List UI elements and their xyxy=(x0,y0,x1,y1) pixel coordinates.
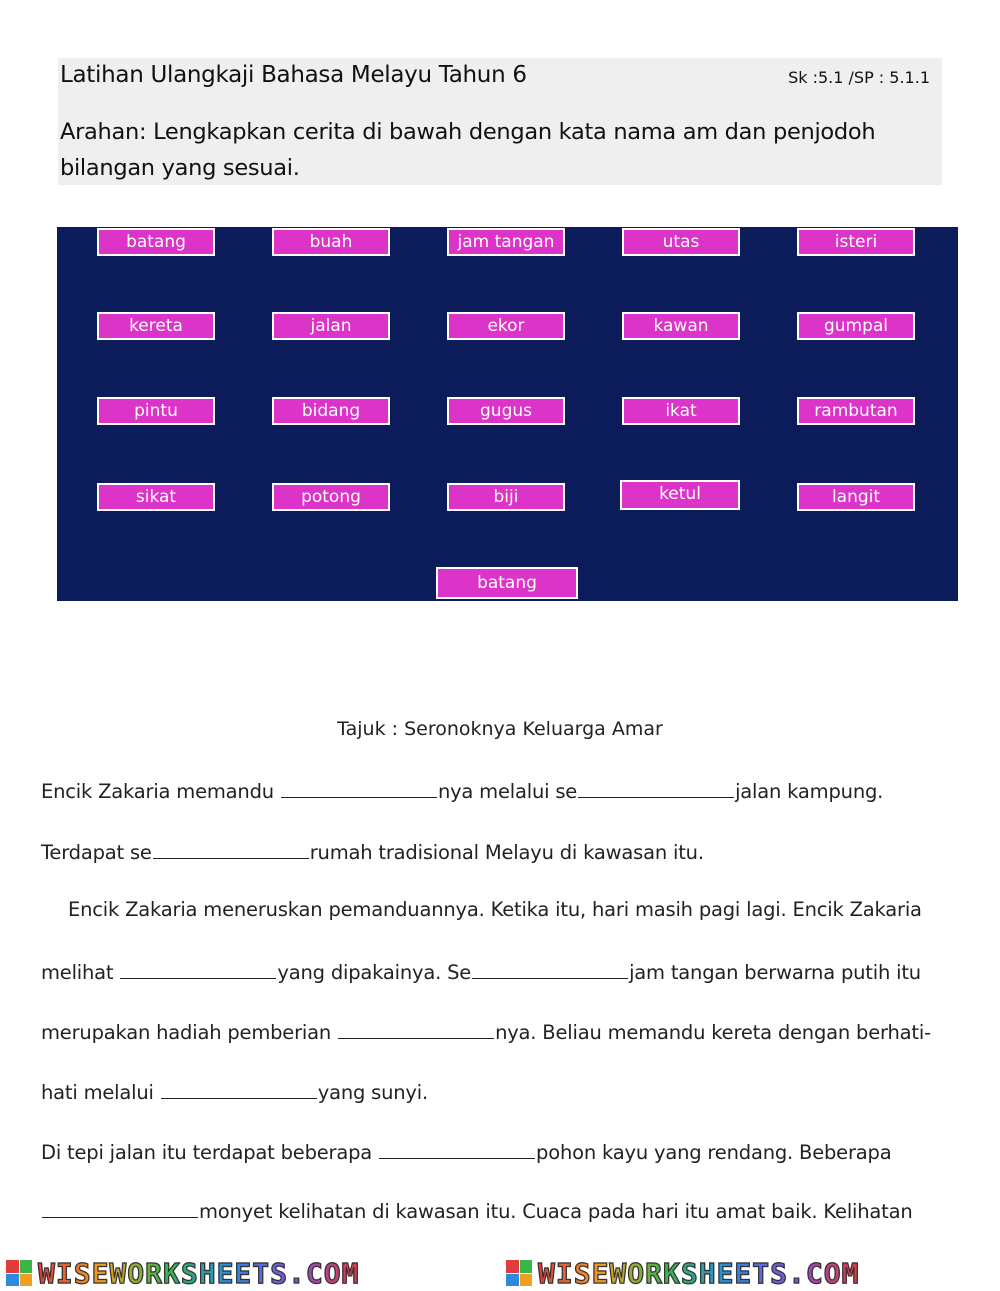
page-title: Latihan Ulangkaji Bahasa Melayu Tahun 6 xyxy=(60,62,527,88)
word-chip-ekor[interactable]: ekor xyxy=(447,312,565,340)
story-text: merupakan hadiah pemberian xyxy=(41,1021,338,1044)
blank-drop-zone[interactable] xyxy=(578,777,734,798)
story-line-3 xyxy=(68,898,922,921)
blank-drop-zone[interactable] xyxy=(379,1138,535,1159)
story-text: Terdapat se xyxy=(41,841,152,864)
watermark-footer xyxy=(0,1255,1000,1291)
story-text: melihat xyxy=(41,961,120,984)
story-text: rumah tradisional Melayu di kawasan itu. xyxy=(309,841,704,864)
story-line-8 xyxy=(41,1197,913,1223)
story-text: monyet kelihatan di kawasan itu. Cuaca pada hari itu amat baik. Kelihatan xyxy=(199,1200,913,1223)
word-chip-pintu[interactable]: pintu xyxy=(97,397,215,425)
story-text: jalan kampung. xyxy=(735,780,884,803)
story-text: Di tepi jalan itu terdapat beberapa xyxy=(41,1141,379,1164)
story-text: nya. Beliau memandu kereta dengan berhati- xyxy=(495,1021,931,1044)
word-chip-sikat[interactable]: sikat xyxy=(97,483,215,511)
word-chip-buah[interactable]: buah xyxy=(272,228,390,256)
word-chip-biji[interactable]: biji xyxy=(447,483,565,511)
blank-drop-zone[interactable] xyxy=(120,958,276,979)
word-chip-langit[interactable]: langit xyxy=(797,483,915,511)
story-line-7 xyxy=(41,1138,891,1164)
word-chip-utas[interactable]: utas xyxy=(622,228,740,256)
story-text: jam tangan berwarna putih itu xyxy=(629,961,921,984)
word-chip-bidang[interactable]: bidang xyxy=(272,397,390,425)
story-text: Encik Zakaria meneruskan pemanduannya. Ketika itu, hari masih pagi lagi. Encik Zakaria xyxy=(68,898,922,921)
word-chip-gumpal[interactable]: gumpal xyxy=(797,312,915,340)
blank-drop-zone[interactable] xyxy=(161,1078,317,1099)
wiseworksheets-logo-icon xyxy=(506,1260,532,1286)
word-chip-ketul[interactable]: ketul xyxy=(620,480,740,510)
blank-drop-zone[interactable] xyxy=(153,838,309,859)
word-chip-gugus[interactable]: gugus xyxy=(447,397,565,425)
word-chip-jalan[interactable]: jalan xyxy=(272,312,390,340)
watermark-block xyxy=(0,1257,500,1290)
word-chip-kawan[interactable]: kawan xyxy=(622,312,740,340)
story-text: pohon kayu yang rendang. Beberapa xyxy=(536,1141,892,1164)
word-chip-isteri[interactable]: isteri xyxy=(797,228,915,256)
story-line-2 xyxy=(41,838,704,864)
story-title: Tajuk : Seronoknya Keluarga Amar xyxy=(337,718,663,740)
wiseworksheets-logo-icon xyxy=(6,1260,32,1286)
blank-drop-zone[interactable] xyxy=(42,1197,198,1218)
blank-drop-zone[interactable] xyxy=(338,1018,494,1039)
word-chip-kereta[interactable]: kereta xyxy=(97,312,215,340)
story-text: yang dipakainya. Se xyxy=(277,961,472,984)
story-text: nya melalui se xyxy=(437,780,578,803)
blank-drop-zone[interactable] xyxy=(281,777,437,798)
word-bank xyxy=(57,227,958,601)
story-line-5 xyxy=(41,1018,931,1044)
word-chip-jam-tangan[interactable]: jam tangan xyxy=(447,228,565,256)
word-chip-ikat[interactable]: ikat xyxy=(622,397,740,425)
story-text: hati melalui xyxy=(41,1081,160,1104)
story-text: Encik Zakaria memandu xyxy=(41,780,280,803)
word-chip-potong[interactable]: potong xyxy=(272,483,390,511)
story-line-6 xyxy=(41,1078,428,1104)
watermark-text: WISEWORKSHEETS.COM xyxy=(538,1256,860,1290)
instruction-text: Arahan: Lengkapkan cerita di bawah dengan kata nama am dan penjodoh bilangan yang sesuai. xyxy=(60,119,876,181)
blank-drop-zone[interactable] xyxy=(472,958,628,979)
word-chip-rambutan[interactable]: rambutan xyxy=(797,397,915,425)
watermark-text: WISEWORKSHEETS.COM xyxy=(38,1256,360,1290)
story-line-1 xyxy=(41,777,883,803)
story-text: yang sunyi. xyxy=(317,1081,428,1104)
word-chip-batang-extra[interactable]: batang xyxy=(436,567,578,599)
word-chip-batang[interactable]: batang xyxy=(97,228,215,256)
standard-code: Sk :5.1 /SP : 5.1.1 xyxy=(788,68,930,87)
story-line-4 xyxy=(41,958,921,984)
watermark-block xyxy=(500,1257,1000,1290)
